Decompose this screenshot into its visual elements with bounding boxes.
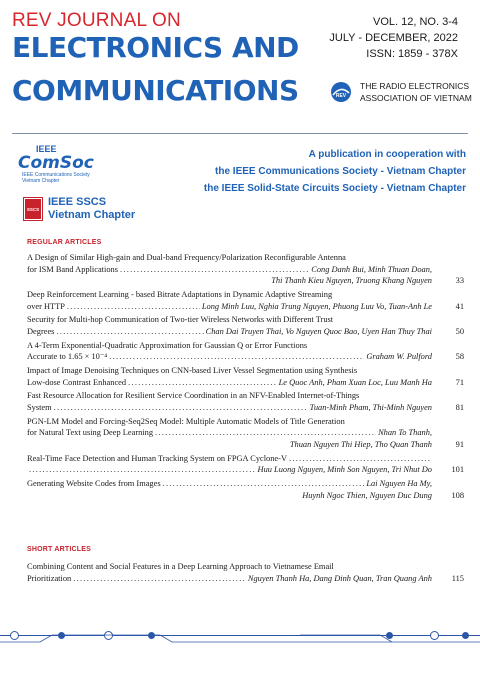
page-number: 101: [451, 465, 464, 475]
toc-entry[interactable]: PGN-LM Model and Forcing-Seq2Seq Model: Multiple Automatic Models of Title Generation for Natural Text using Deep Learning . . . Nhan To Thanh, Thuan Nguyen Thi Hiep, Tho Quan Thanh 91: [27, 416, 464, 451]
page-number: 33: [455, 276, 464, 286]
rev-logo-label: REV: [335, 93, 347, 99]
page-number: 58: [455, 352, 464, 362]
regular-articles-heading: REGULAR ARTICLES: [27, 239, 102, 246]
page-number: 115: [451, 573, 464, 583]
page-number: 108: [451, 490, 464, 500]
journal-title-line2: ELECTRONICS AND: [12, 31, 299, 64]
toc-entry[interactable]: A Design of Similar High-gain and Dual-band Frequency/Polarization Reconfigurable Antenna for ISM Band Applications . . . Cong Danh Bui, Minh Thuan Doan, Thi Thanh Kieu Nguyen, Truong Khang Nguyen 33: [27, 252, 464, 287]
circuit-traces: [0, 620, 480, 650]
issue-info: [329, 14, 458, 62]
issn: ISSN: 1859 - 378X: [366, 48, 458, 60]
sscs-badge-icon: SSCS: [24, 198, 42, 220]
comsoc-logo: [18, 144, 94, 184]
journal-title-top: REV JOURNAL ON: [12, 10, 181, 31]
sscs-logo: [24, 196, 135, 222]
comsoc-name: ComSoc: [18, 153, 94, 173]
toc-entry[interactable]: Real-Time Face Detection and Human Tracking System on FPGA Cyclone-V . . . . . . Huu Luong Nguyen, Minh Son Nguyen, Tri Nhut Do 101: [27, 453, 464, 476]
sscs-text: IEEE SSCS Vietnam Chapter: [48, 196, 136, 221]
short-articles-list: [27, 561, 464, 586]
comsoc-sub2: Vietnam Chapter: [22, 178, 60, 184]
toc-entry[interactable]: Impact of Image Denoising Techniques on CNN-based Liver Vessel Segmentation using Synthesis Low-dose Contrast Enhanced . . . Le Quoc Anh, Pham Xuan Loc, Luu Manh Ha 71: [27, 365, 464, 388]
journal-title-line3: COMMUNICATIONS: [12, 74, 299, 107]
issue-dates: JULY - DECEMBER, 2022: [329, 32, 458, 44]
regular-articles-list: [27, 252, 464, 504]
toc-entry[interactable]: Fast Resource Allocation for Resilient Service Coordination in an NFV-Enabled Internet-of-Things System . . . Tuan-Minh Pham, Thi-Minh Nguyen 81: [27, 390, 464, 413]
toc-entry[interactable]: Generating Website Codes from Images . . . Lai Nguyen Ha My, Huynh Ngoc Thien, Nguyen Duc Dung 108: [27, 478, 464, 501]
page-number: 71: [455, 377, 464, 387]
toc-entry[interactable]: Combining Content and Social Features in a Deep Learning Approach to Vietnamese Email Prioritization . . . Nguyen Thanh Ha, Dang Dinh Quan, Tran Quang Anh 115: [27, 561, 464, 584]
comsoc-sub1: IEEE Communications Society: [22, 172, 90, 178]
comsoc-ieee-label: IEEE: [36, 144, 57, 154]
volume-number: VOL. 12, NO. 3-4: [373, 16, 458, 28]
page-number: 41: [455, 301, 464, 311]
toc-entry[interactable]: A 4-Term Exponential-Quadratic Approximation for Gaussian Q or Error Functions Accurate to 1.65 × 10⁻⁴ . . . Graham W. Pulford 58: [27, 340, 464, 363]
publication-statement: A publication in cooperation with the IEEE Communications Society - Vietnam Chapter the IEEE Solid-State Circuits Society - Vietnam Chapter: [203, 149, 466, 194]
page-number: 81: [455, 403, 464, 413]
page-number: 50: [455, 326, 464, 336]
short-articles-heading: SHORT ARTICLES: [27, 546, 91, 553]
toc-entry[interactable]: Security for Multi-hop Communication of Two-tier Wireless Networks with Different Trust Degrees . . . Chan Dai Truyen Thai, Vo Nguyen Quoc Bao, Uyen Han Thuy Thai 50: [27, 314, 464, 337]
rev-logo-icon: [330, 81, 352, 103]
association-name: THE RADIO ELECTRONICS ASSOCIATION OF VIETNAM: [360, 81, 472, 103]
page-number: 91: [455, 440, 464, 450]
header-divider: [12, 133, 468, 134]
toc-entry[interactable]: Deep Reinforcement Learning - based Bitrate Adaptations in Dynamic Adaptive Streaming over HTTP . . . Long Minh Luu, Nghia Trung Nguyen, Phuong Luu Vo, Tuan-Anh Le 41: [27, 289, 464, 312]
